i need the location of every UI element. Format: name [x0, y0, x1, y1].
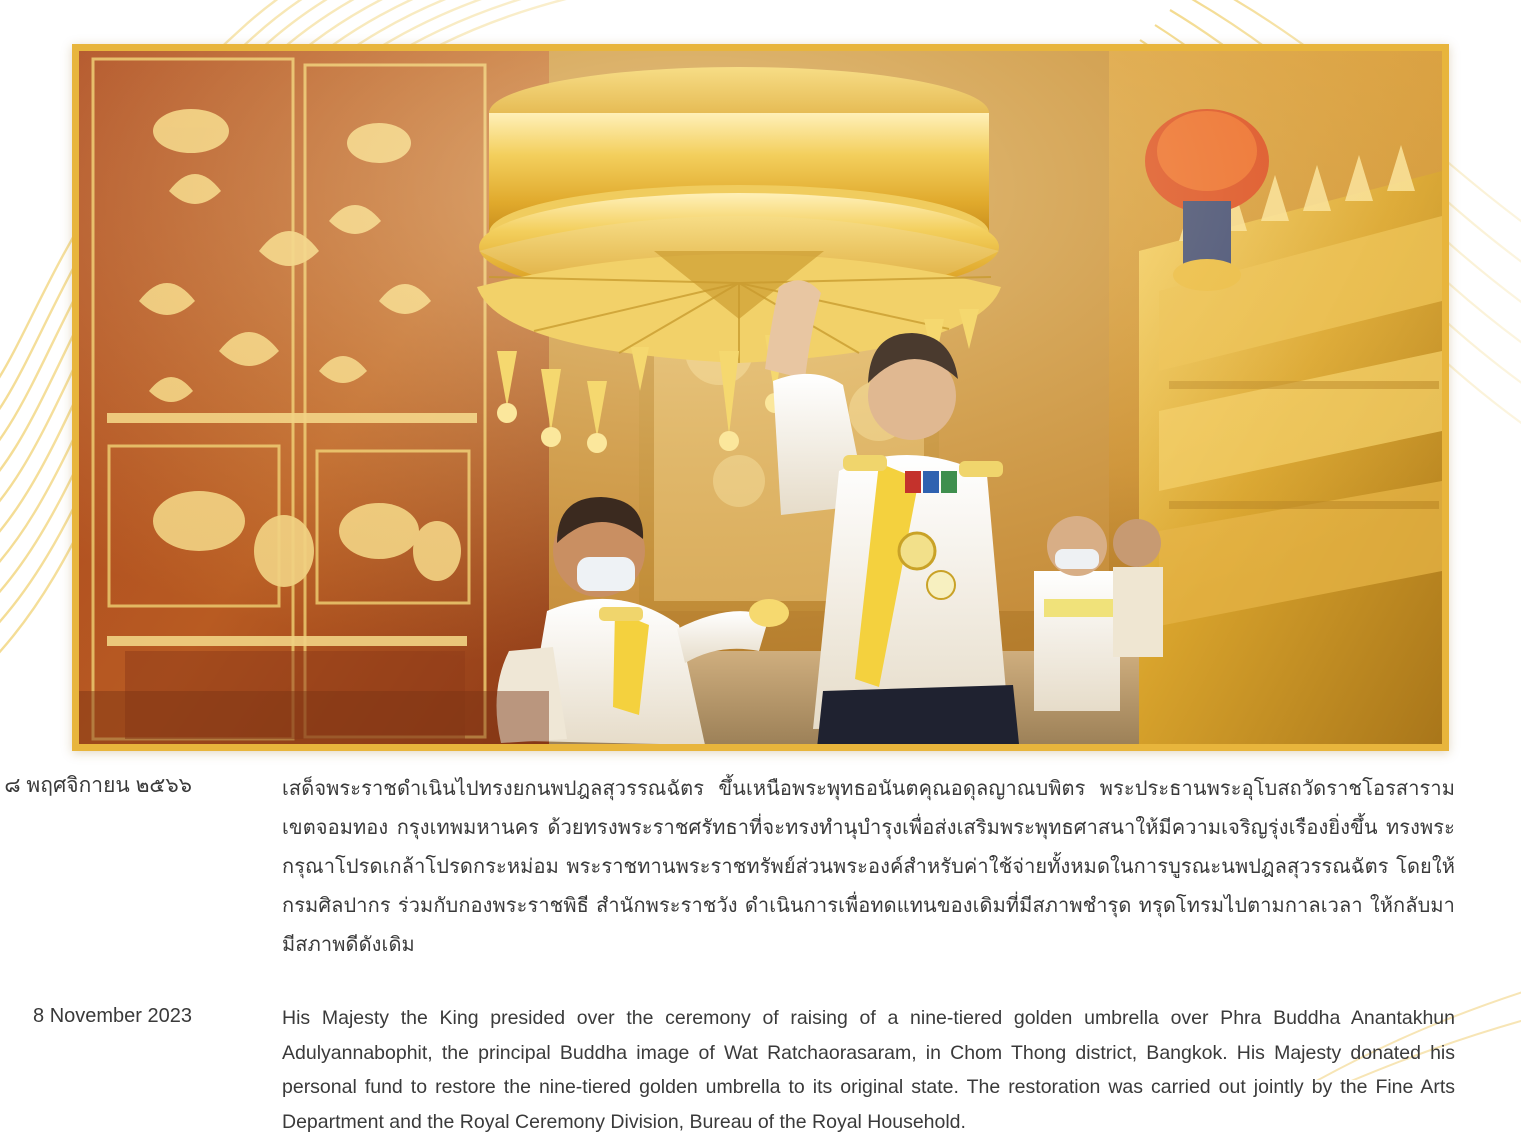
caption-text-thai: เสด็จพระราชดำเนินไปทรงยกนพปฎลสุวรรณฉัตร ขึ้นเหนือพระพุทธอนันตคุณอดุลญาณบพิตร พระประธานพระอุโบสถวัดราชโอรสาราม เขตจอมทอง กรุงเทพมหานคร ด้วยทรงพระราชศรัทธาที่จะทรงทำนุบำรุงเพื่อส่งเสริมพระพุทธศาสนาให้มีความเจริญรุ่งเรืองยิ่งขึ้น ทรงพระกรุณาโปรดเกล้าโปรดกระหม่อม พระราชทานพระราชทรัพย์ส่วนพระองค์สำหรับค่าใช้จ่ายทั้งหมดในการบูรณะนพปฎลสุวรรณฉัตร โดยให้กรมศิลปากร ร่วมกับกองพระราชพิธี สำนักพระราชวัง ดำเนินการเพื่อทดแทนของเดิมที่มีสภาพชำรุด ทรุดโทรมไปตามกาลเวลา ให้กลับมามีสภาพดีดังเดิม [282, 778, 1455, 956]
caption-date-english: 8 November 2023 [33, 1005, 192, 1027]
photo-frame [72, 44, 1449, 751]
royal-ceremony-photo [79, 51, 1442, 744]
caption-text-english: His Majesty the King presided over the ceremony of raising of a nine-tiered golden umbrella over Phra Buddha Anantakhun Adulyannabophit, the principal Buddha image of Wat Ratchaorasaram, in Chom Thong district, Bangkok. His Majesty donated his personal fund to restore the nine-tiered golden umbrella to its original state. The restoration was carried out jointly by the Fine Arts Department and the Royal Ceremony Division, Bureau of the Royal Household. [282, 1007, 1455, 1134]
caption-thai [0, 770, 1521, 965]
caption-english [0, 1001, 1521, 1140]
caption-block [0, 770, 1521, 1140]
caption-date-thai: ๘ พฤศจิกายน ๒๕๖๖ [4, 774, 192, 797]
